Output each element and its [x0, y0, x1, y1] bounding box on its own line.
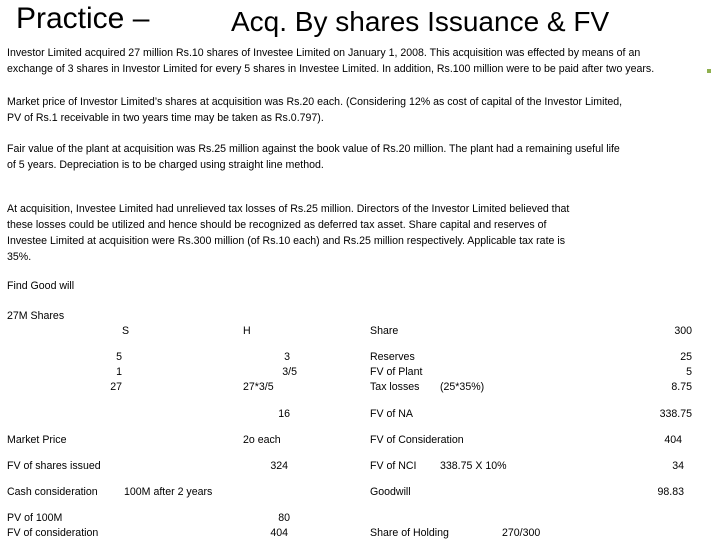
fv-consideration-label: FV of consideration: [7, 527, 99, 539]
pv-value: 80: [278, 512, 290, 524]
fv-shares-value: 324: [270, 460, 288, 472]
fv-plant-value: 5: [686, 366, 692, 378]
paragraph-line: PV of Rs.1 receivable in two years time may be taken as Rs.0.797).: [7, 112, 324, 124]
h-value: 3/5: [282, 366, 297, 378]
tax-losses-label: Tax losses: [370, 381, 420, 393]
paragraph-line: exchange of 3 shares in Investor Limited for every 5 shares in Investee Limited. In addition, Rs.100 million were to be paid after two years.: [7, 63, 655, 75]
share-capital-value: 300: [674, 325, 692, 337]
fv-nci-note: 338.75 X 10%: [440, 460, 507, 472]
paragraph-acquisition: [7, 45, 697, 77]
shares-heading: 27M Shares: [7, 310, 65, 322]
fv-nci-value: 34: [672, 460, 684, 472]
paragraph-plant: [7, 141, 697, 173]
market-price-value: 2o each: [243, 434, 281, 446]
reserves-label: Reserves: [370, 351, 415, 363]
market-price-label: Market Price: [7, 434, 67, 446]
fv-net-assets-value: 338.75: [659, 408, 692, 420]
goodwill-label: Goodwill: [370, 486, 411, 498]
h-value: 27*3/5: [243, 381, 274, 393]
slide-title: Acq. By shares Issuance & FV: [231, 6, 610, 37]
fv-nci-label: FV of NCI: [370, 460, 417, 472]
slide-title-prefix: Practice –: [16, 2, 150, 35]
find-goodwill-prompt: Find Good will: [7, 280, 75, 292]
fv-consideration-total-label: FV of Consideration: [370, 434, 464, 446]
h-value: 3: [284, 351, 290, 363]
paragraph-line: these losses could be utilized and hence should be recognized as deferred tax asset. Share capital and reserves of: [7, 219, 547, 231]
fv-consideration-value: 404: [270, 527, 288, 539]
paragraph-line: Market price of Investor Limited’s shares at acquisition was Rs.20 each. (Considering 12% as cost of capital of the Investor Limited,: [7, 96, 623, 108]
goodwill-value: 98.83: [657, 486, 684, 498]
tax-losses-value: 8.75: [671, 381, 692, 393]
pv-label: PV of 100M: [7, 512, 63, 524]
fv-consideration-total-value: 404: [664, 434, 682, 446]
paragraph-line: Fair value of the plant at acquisition was Rs.25 million against the book value of Rs.20 million. The plant had a remaining useful life: [7, 143, 620, 155]
paragraph-market-price: [7, 94, 697, 126]
paragraph-line: At acquisition, Investee Limited had unrelieved tax losses of Rs.25 million. Directors of the Investor Limited believed that: [7, 203, 570, 215]
reserves-value: 25: [680, 351, 692, 363]
slide-bullet-marker: [707, 69, 711, 73]
column-s-header: S: [122, 325, 130, 337]
cash-consideration-note: 100M after 2 years: [124, 486, 213, 498]
fv-plant-label: FV of Plant: [370, 366, 423, 378]
cash-consideration-label: Cash consideration: [7, 486, 98, 498]
s-value: 27: [110, 381, 122, 393]
paragraph-tax-losses: [7, 201, 697, 265]
column-h-header: H: [243, 325, 251, 337]
share-capital-label: Share: [370, 325, 399, 337]
s-value: 1: [116, 366, 122, 378]
fv-shares-label: FV of shares issued: [7, 460, 101, 472]
paragraph-line: Investee Limited at acquisition were Rs.300 million (of Rs.10 each) and Rs.25 million respectively. Applicable tax rate is: [7, 235, 566, 247]
share-of-holding-value: 270/300: [502, 527, 541, 539]
s-value: 5: [116, 351, 122, 363]
shares-issued-result: 16: [278, 408, 290, 420]
paragraph-line: 35%.: [7, 251, 32, 263]
tax-losses-note: (25*35%): [440, 381, 485, 393]
fv-net-assets-label: FV of NA: [370, 408, 413, 420]
share-of-holding-label: Share of Holding: [370, 527, 449, 539]
paragraph-line: Investor Limited acquired 27 million Rs.10 shares of Investee Limited on January 1, 2008. This acquisition was effected by means of an: [7, 47, 641, 59]
paragraph-line: of 5 years. Depreciation is to be charged using straight line method.: [7, 159, 324, 171]
